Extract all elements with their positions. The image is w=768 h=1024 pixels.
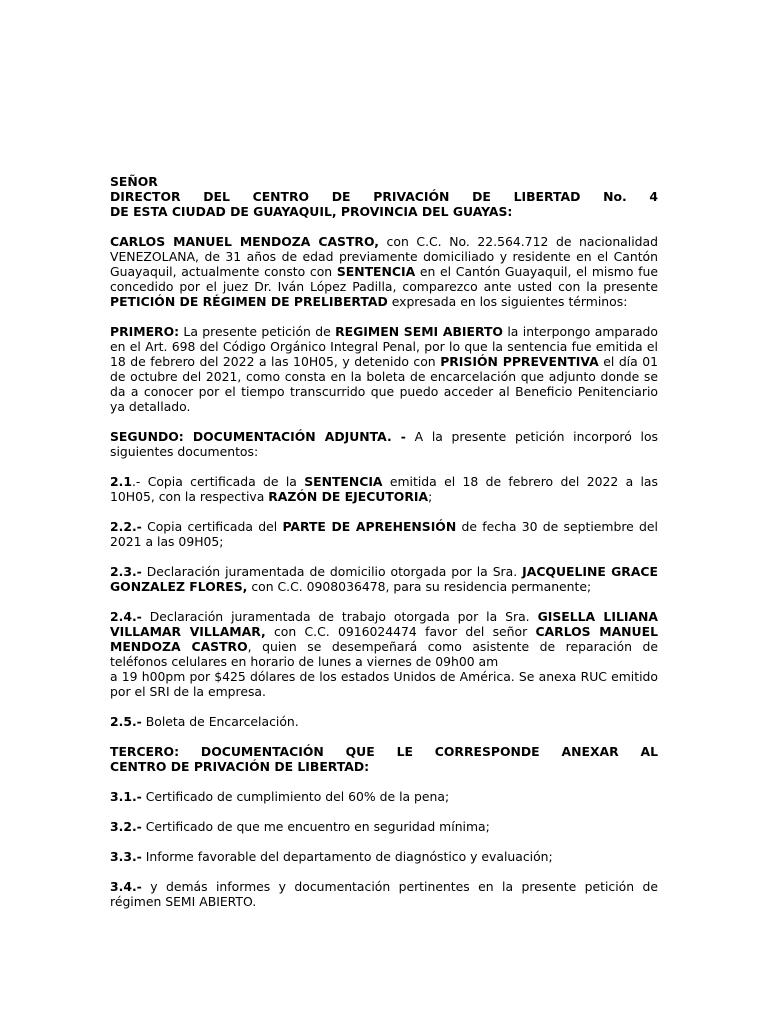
- intro-text-3: expresada en los siguientes términos:: [387, 294, 628, 309]
- item-3-1: [110, 789, 658, 804]
- primero-paragraph: [110, 324, 658, 414]
- item-2-2-number: 2.2.-: [110, 519, 142, 534]
- tercero-line-1: TERCERO: DOCUMENTACIÓN QUE LE CORRESPONDE ANEXAR AL: [110, 744, 658, 759]
- primero-text-3: el día 01 de octubre del 2021, como consta en la boleta de encarcelación que adjunto donde se da a conocer por el tiempo transcurrido que puedo acceder al Beneficio Penitenciario ya detallado.: [110, 354, 658, 414]
- item-2-1-number: 2.1: [110, 474, 132, 489]
- item-3-1-number: 3.1.-: [110, 789, 142, 804]
- item-3-1-text: Certificado de cumplimiento del 60% de la pena;: [141, 789, 450, 804]
- item-2-1-text-3: ;: [428, 489, 433, 504]
- primero-text-2: la interpongo amparado en el Art. 698 del Código Orgánico Integral Penal, por lo que la sentencia fue emitida el 18 de febrero del 2022 a las 10H05, y detenido con: [110, 324, 658, 369]
- item-2-5-text: Boleta de Encarcelación.: [141, 714, 299, 729]
- item-2-1-text-2: emitida el 18 de febrero del 2022 a las 10H05, con la respectiva: [110, 474, 658, 504]
- item-2-1-bold-2: RAZÓN DE EJECUTORIA: [268, 489, 429, 504]
- item-2-3-text-1: Declaración juramentada de domicilio otorgada por la Sra.: [141, 564, 523, 579]
- addressee-line-1: SEÑOR: [110, 174, 158, 189]
- intro-bold-1: SENTENCIA: [336, 264, 416, 279]
- item-2-3-bold-1: JACQUELINE GRACE GONZALEZ FLORES,: [110, 564, 658, 594]
- item-2-2-text-2: de fecha 30 de septiembre del 2021 a las 09H05;: [110, 519, 658, 549]
- item-2-3-text-2: con C.C. 0908036478, para su residencia permanente;: [247, 579, 592, 594]
- item-2-4-text-3: , quien se desempeñará como asistente de reparación de teléfonos celulares en horario de lunes a viernes de 09h00 am: [110, 639, 658, 669]
- intro-bold-2: PETICIÓN DE RÉGIMEN DE PRELIBERTAD: [110, 294, 388, 309]
- item-2-4-bold-2: CARLOS MANUEL MENDOZA CASTRO: [110, 624, 658, 654]
- item-2-4-number: 2.4.-: [110, 609, 142, 624]
- addressee-line-3: DE ESTA CIUDAD DE GUAYAQUIL, PROVINCIA DEL GUAYAS:: [110, 204, 513, 219]
- item-2-2: [110, 519, 658, 549]
- item-3-2-text: Certificado de que me encuentro en seguridad mínima;: [141, 819, 490, 834]
- item-3-3-text: Informe favorable del departamento de diagnóstico y evaluación;: [141, 849, 553, 864]
- item-3-2-number: 3.2.-: [110, 819, 142, 834]
- tercero-line-2: CENTRO DE PRIVACIÓN DE LIBERTAD:: [110, 759, 370, 774]
- intro-paragraph: [110, 234, 658, 309]
- item-2-3-number: 2.3.-: [110, 564, 142, 579]
- primero-text-1: La presente petición de: [179, 324, 336, 339]
- item-2-2-bold-1: PARTE DE APREHENSIÓN: [282, 519, 457, 534]
- segundo-paragraph: [110, 429, 658, 459]
- item-2-4-text-4: a 19 h00pm por $425 dólares de los estados Unidos de América. Se anexa RUC emitido por el SRI de la empresa.: [110, 669, 658, 699]
- item-2-5-number: 2.5.-: [110, 714, 142, 729]
- primero-bold-2: PRISIÓN PPREVENTIVA: [440, 354, 599, 369]
- item-2-5: [110, 714, 658, 729]
- item-2-4: [110, 609, 658, 699]
- item-2-4-text-1: Declaración juramentada de trabajo otorgada por la Sra.: [141, 609, 538, 624]
- document-body: [110, 174, 658, 909]
- item-3-4: [110, 879, 658, 909]
- segundo-text: A la presente petición incorporó los siguientes documentos:: [110, 429, 658, 459]
- intro-text-2: en el Cantón Guayaquil, el mismo fue concedido por el juez Dr. Iván López Padilla, comparezco ante usted con la presente: [110, 264, 658, 294]
- item-2-1-bold-1: SENTENCIA: [304, 474, 383, 489]
- segundo-label: SEGUNDO: DOCUMENTACIÓN ADJUNTA. -: [110, 429, 406, 444]
- addressee-heading: [110, 174, 658, 219]
- item-3-4-number: 3.4.-: [110, 879, 142, 894]
- item-2-1: [110, 474, 658, 504]
- addressee-line-2: DIRECTOR DEL CENTRO DE PRIVACIÓN DE LIBERTAD No. 4: [110, 189, 658, 204]
- item-3-4-text: y demás informes y documentación pertinentes en la presente petición de régimen SEMI ABIERTO.: [110, 879, 658, 909]
- item-3-2: [110, 819, 658, 834]
- primero-bold-1: REGIMEN SEMI ABIERTO: [335, 324, 503, 339]
- item-2-2-text-1: Copia certificada del: [141, 519, 283, 534]
- item-2-3: [110, 564, 658, 594]
- item-3-3: [110, 849, 658, 864]
- tercero-heading: [110, 744, 658, 774]
- item-2-4-text-2: con C.C. 0916024474 favor del señor: [265, 624, 536, 639]
- petitioner-name: CARLOS MANUEL MENDOZA CASTRO,: [110, 234, 379, 249]
- item-2-4-bold-1: GISELLA LILIANA VILLAMAR VILLAMAR,: [110, 609, 658, 639]
- primero-label: PRIMERO:: [110, 324, 180, 339]
- item-2-1-text-1: .- Copia certificada de la: [131, 474, 305, 489]
- intro-text-1: con C.C. No. 22.564.712 de nacionalidad VENEZOLANA, de 31 años de edad previamente domiciliado y residente en el Cantón Guayaquil, actualmente consto con: [110, 234, 658, 279]
- item-3-3-number: 3.3.-: [110, 849, 142, 864]
